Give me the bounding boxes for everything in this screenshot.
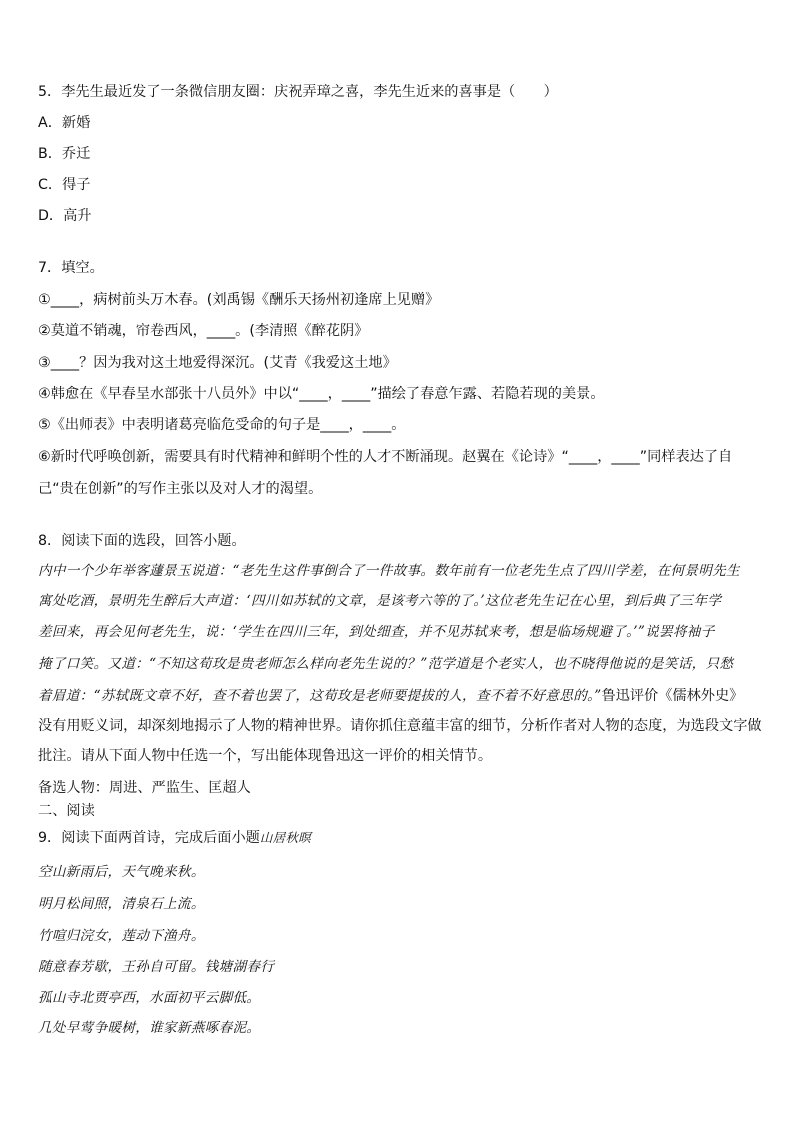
q5-option-a: A．新婚	[38, 115, 91, 131]
section-2-title: 二、阅读	[38, 803, 95, 819]
q7-item-6: ⑥新时代呼唤创新，需要具有时代精神和鲜明个性的人才不断涌现。赵翼在《论诗》“____，____”同样表达了自	[38, 449, 733, 465]
q5-option-c: C．得子	[38, 177, 91, 193]
q8-passage-quote: 着眉道：“苏轼既文章不好，查不着也罢了，这荀玫是老师要提拔的人，查不着不好意思的。”	[38, 688, 602, 704]
q7-item-5: ⑤《出师表》中表明诸葛亮临危受命的句子是____，____。	[38, 417, 406, 433]
q9-poem-title: 山居秋暝	[259, 830, 312, 845]
q9-title	[38, 828, 311, 848]
q5-stem: 5．李先生最近发了一条微信朋友圈：庆祝弄璋之喜，李先生近来的喜事是（ ）	[38, 84, 558, 100]
q8-lu-xun-comment: 鲁迅评价《儒林外史》	[601, 688, 744, 704]
q8-passage-line-1: 内中一个少年举客蘧景玉说道：“老先生这件事倒合了一件故事。数年前有一位老先生点了四川学差，在何景明先生	[38, 563, 740, 579]
q5-option-b: B．乔迁	[38, 146, 91, 162]
q9-poem-line-1: 空山新雨后，天气晚来秋。	[38, 864, 205, 880]
q7-item-2: ②莫道不销魂，帘卷西风，____。(李清照《醉花阴》	[38, 323, 369, 339]
q7-item-6-cont: 己“贵在创新”的写作主张以及对人才的渴望。	[38, 481, 323, 497]
q7-title: 7．填空。	[38, 260, 104, 276]
q9-poem-line-4: 随意春芳歇，王孙自可留。钱塘湖春行	[38, 959, 275, 975]
q7-item-3: ③____？因为我对这土地爱得深沉。(艾青《我爱这土地》	[38, 355, 397, 371]
q9-poem-line-6: 几处早莺争暖树，谁家新燕啄春泥。	[38, 1020, 261, 1036]
q7-item-4: ④韩愈在《早春呈水部张十八员外》中以“____，____”描绘了春意乍露、若隐若现的美景。	[38, 386, 605, 402]
q9-poem-line-2: 明月松间照，清泉石上流。	[38, 896, 205, 912]
q8-passage-line-5	[38, 686, 743, 706]
q8-candidates: 备选人物：周进、严监生、匡超人	[38, 780, 251, 796]
q9-poem-line-5: 孤山寺北贾亭西，水面初平云脚低。	[38, 990, 261, 1006]
q7-item-1: ①____，病树前头万木春。(刘禹锡《酬乐天扬州初逢席上见赠》	[38, 292, 440, 308]
q8-passage-line-4: 掩了口笑。又道：“不知这荀玫是贵老师怎么样向老先生说的？”范学道是个老实人，也不晓得他说的是笑话，只愁	[38, 656, 734, 672]
q8-passage-line-3: 差回来，再会见何老先生，说：‘学生在四川三年，到处细查，并不见苏轼来考，想是临场规避了。’”说罢将袖子	[38, 624, 715, 640]
q8-passage-line-2: 寓处吃酒，景明先生醉后大声道：‘四川如苏轼的文章，是该考六等的了。’这位老先生记在心里，到后典了三年学	[38, 593, 722, 609]
q9-poem-line-3: 竹喧归浣女，莲动下渔舟。	[38, 928, 205, 944]
q5-option-d: D．高升	[38, 208, 92, 224]
q8-instruction-line-2: 批注。请从下面人物中任选一个，写出能体现鲁迅这一评价的相关情节。	[38, 748, 493, 764]
q9-instruction: 9．阅读下面两首诗，完成后面小题	[38, 830, 260, 846]
q8-instruction-line-1: 没有用贬义词，却深刻地揭示了人物的精神世界。请你抓住意蕴丰富的细节，分析作者对人物的态度，为选段文字做	[38, 718, 762, 734]
q8-title: 8．阅读下面的选段，回答小题。	[38, 533, 246, 549]
